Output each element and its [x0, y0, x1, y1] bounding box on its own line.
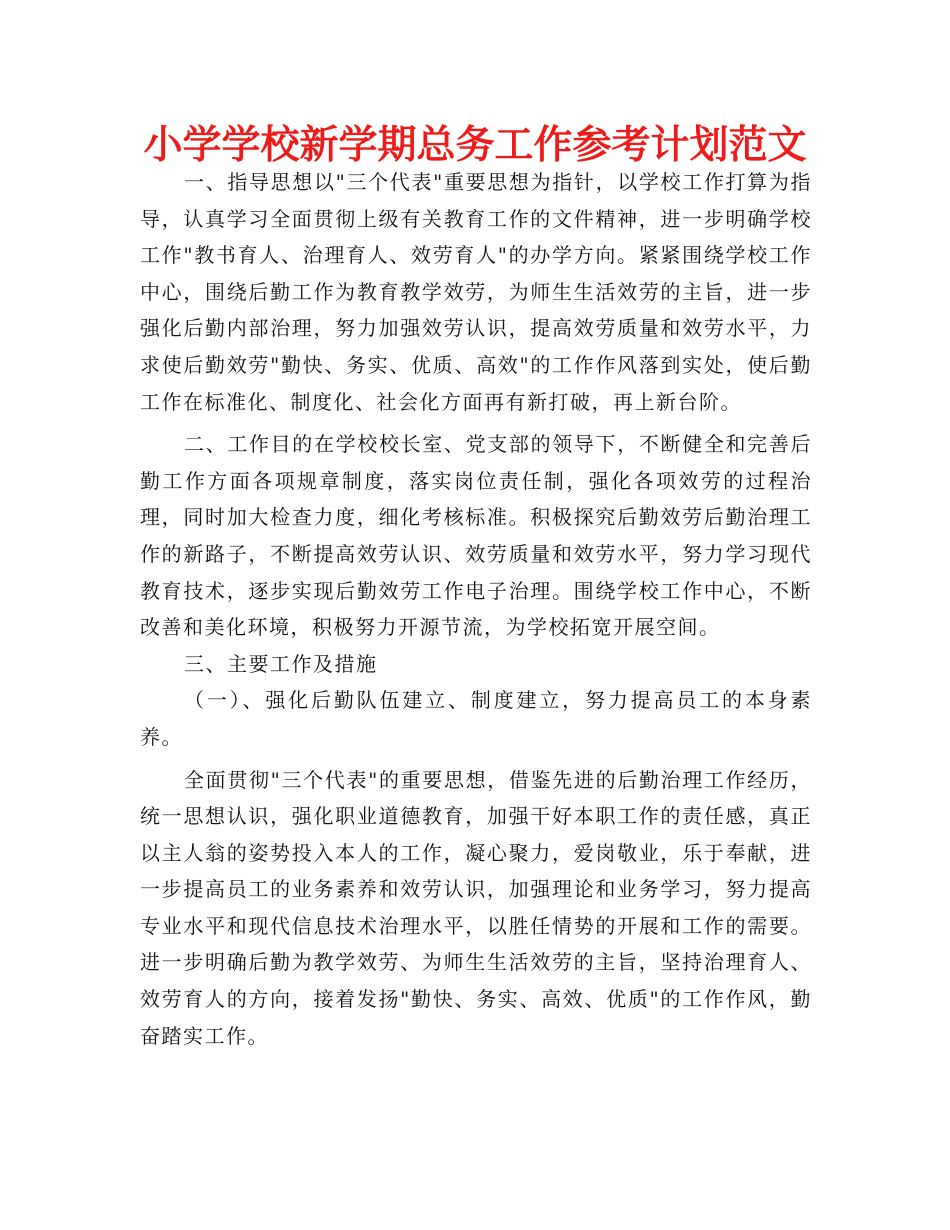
document-body — [140, 164, 812, 1054]
paragraph-main-measures-heading: 三、主要工作及措施 — [184, 651, 378, 676]
paragraph-work-goals: 二、工作目的在学校校长室、党支部的领导下，不断健全和完善后勤工作方面各项规章制度，落实岗位责任制，强化各项效劳的过程治理，同时加大检查力度，细化考核标准。积极探究后勤效劳后勤治理工作的新路子，不断提高效劳认识、效劳质量和效劳水平，努力学习现代教育技术，逐步实现后勤效劳工作电子治理。围绕学校工作中心，不断改善和美化环境，积极努力开源节流，为学校拓宽开展空间。 — [140, 432, 812, 640]
paragraph-subsection-one-heading: （一）、强化后勤队伍建立、制度建立，努力提高员工的本身素养。 — [140, 688, 812, 749]
document-title: 小学学校新学期总务工作参考计划范文 — [143, 123, 807, 168]
paragraph-guiding-ideology: 一、指导思想以"三个代表"重要思想为指针，以学校工作打算为指导，认真学习全面贯彻上级有关教育工作的文件精神，进一步明确学校工作"教书育人、治理育人、效劳育人"的办学方向。紧紧围绕学校工作中心，围绕后勤工作为教育教学效劳，为师生生活效劳的主旨，进一步强化后勤内部治理，努力加强效劳认识，提高效劳质量和效劳水平，力求使后勤效劳"勤快、务实、优质、高效"的工作作风落到实处，使后勤工作在标准化、制度化、社会化方面再有新打破，再上新台阶。 — [140, 170, 812, 414]
paragraph-staff-quality: 全面贯彻"三个代表"的重要思想，借鉴先进的后勤治理工作经历，统一思想认识，强化职业道德教育，加强干好本职工作的责任感，真正以主人翁的姿势投入本人的工作，凝心聚力，爱岗敬业，乐于奉献，进一步提高员工的业务素养和效劳认识，加强理论和业务学习，努力提高专业水平和现代信息技术治理水平，以胜任情势的开展和工作的需要。进一步明确后勤为教学效劳、为师生生活效劳的主旨，坚持治理育人、效劳育人的方向，接着发扬"勤快、务实、高效、优质"的工作作风，勤奋踏实工作。 — [140, 767, 812, 1048]
